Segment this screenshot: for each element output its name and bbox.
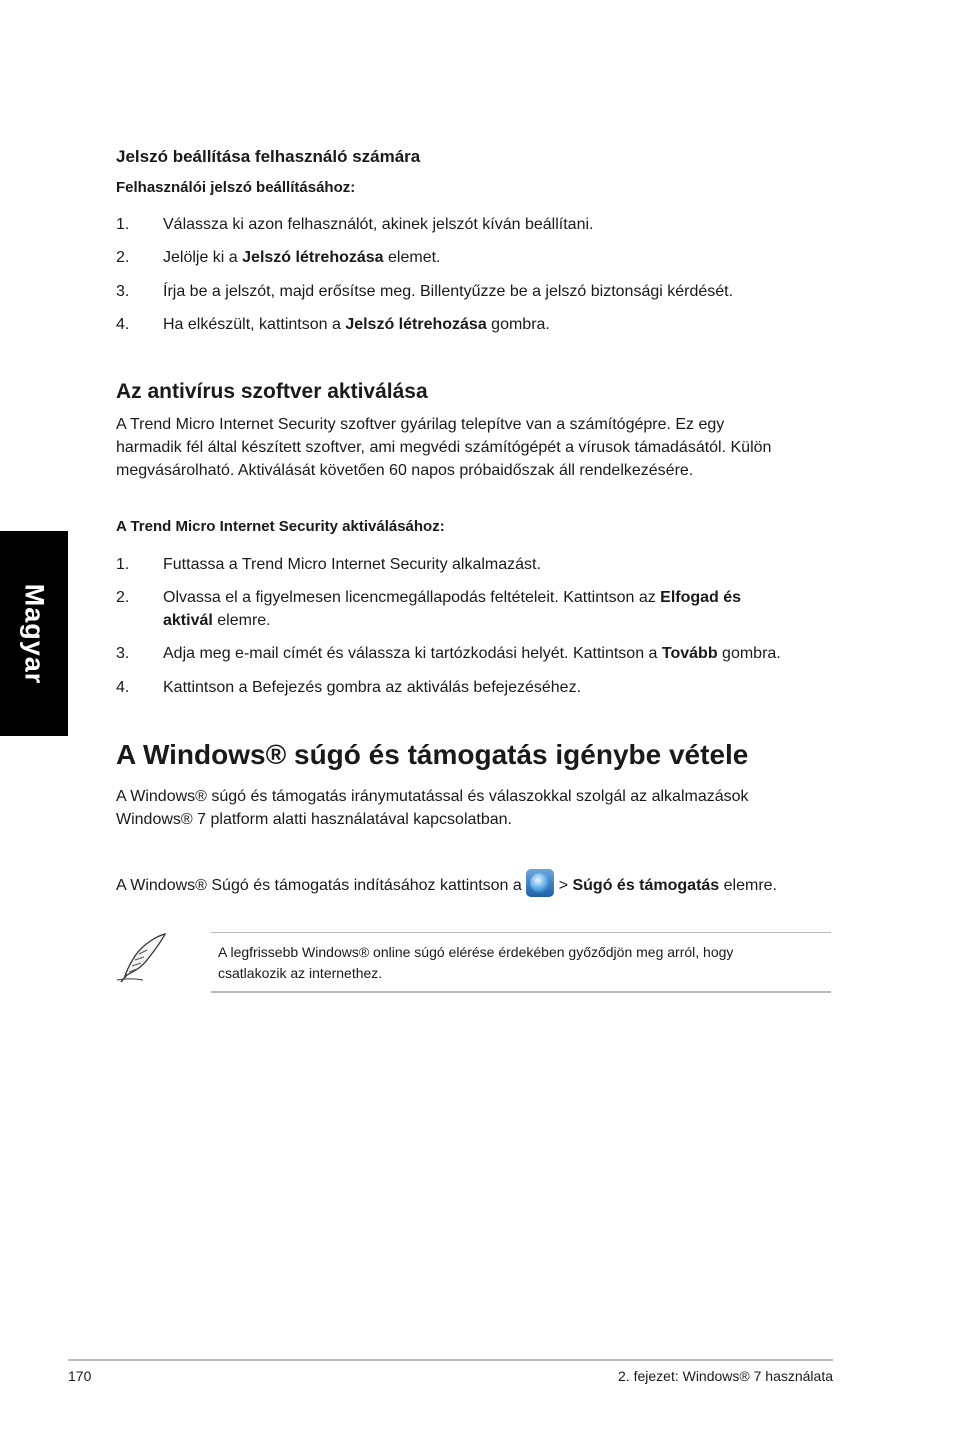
antivirus-paragraph: A Trend Micro Internet Security szoftver gyárilag telepítve van a számítógépre. Ez egy harmadik fél által készített szoftver, ami megvédi számítógépét a vírusok támadásától. Külön megvásárolható. Aktiválását követően 60 napos próbaidőszak áll rendelkezésére. [116,416,772,479]
chapter-title: 2. fejezet: Windows® 7 használata [618,1368,833,1384]
list-item-number: 1. [116,216,130,233]
section-heading-password: Jelszó beállítása felhasználó számára [116,147,421,166]
list-item: Adja meg e-mail címét és válassza ki tartózkodási helyét. Kattintson a Tovább gombra. [163,645,781,662]
list-item: Olvassa el a figyelmesen licencmegállapodás feltételeit. Kattintson az Elfogad és aktivál elemre. [163,589,742,629]
footer-rule [68,1359,833,1361]
subheading-trend-micro: A Trend Micro Internet Security aktiválásához: [116,518,445,535]
list-item: Írja be a jelszót, majd erősítse meg. Billentyűzze be a jelszó biztonsági kérdését. [163,283,734,300]
feather-note-icon [113,930,173,986]
list-item-number: 4. [116,316,130,333]
list-item: Kattintson a Befejezés gombra az aktiválás befejezéséhez. [163,679,582,696]
section-heading-windows-help: A Windows® súgó és támogatás igénybe vétele [116,739,749,770]
list-item-number: 3. [116,283,130,300]
list-item-number: 3. [116,645,130,662]
list-item: Jelölje ki a Jelszó létrehozása elemet. [163,249,441,266]
section-heading-antivirus: Az antivírus szoftver aktiválása [116,380,428,403]
language-side-tab [0,531,68,736]
list-item: Futtassa a Trend Micro Internet Security alkalmazást. [163,556,541,573]
launch-instruction: A Windows® Súgó és támogatás indításához kattintson a > Súgó és támogatás elemre. [116,869,777,897]
list-item-number: 2. [116,249,130,266]
list-item-number: 1. [116,556,130,573]
list-item-number: 2. [116,589,130,606]
windows-help-paragraph: A Windows® súgó és támogatás iránymutatással és válaszokkal szolgál az alkalmazások Windows® 7 platform alatti használatával kapcsolatban. [116,788,749,828]
subheading-user-password: Felhasználói jelszó beállításához: [116,179,356,196]
list-item-number: 4. [116,679,130,696]
note-text: A legfrissebb Windows® online súgó elérése érdekében győződjön meg arról, hogy csatlakozik az internethez. [218,944,734,981]
note-bottom-rule [211,991,831,993]
page-number: 170 [68,1368,92,1384]
note-top-rule [211,932,831,933]
windows-start-icon[interactable] [526,869,554,897]
language-label: Magyar [19,583,50,684]
list-item: Ha elkészült, kattintson a Jelszó létrehozása gombra. [163,316,550,333]
list-item: Válassza ki azon felhasználót, akinek jelszót kíván beállítani. [163,216,594,233]
